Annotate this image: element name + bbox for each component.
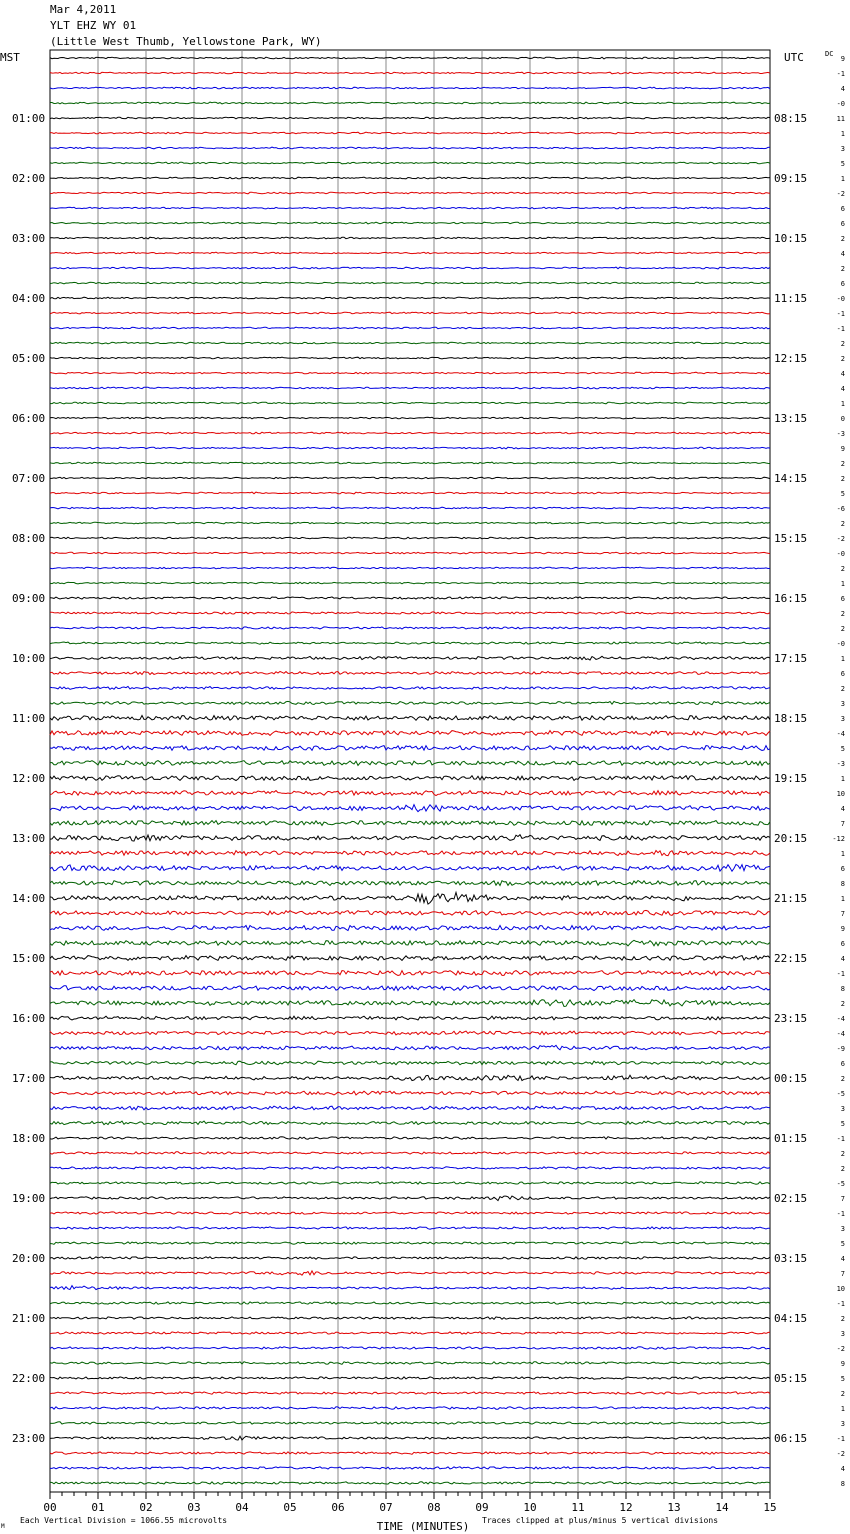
dc-offset-label: -2 <box>836 1450 845 1458</box>
seismic-trace <box>50 567 770 569</box>
dc-offset-label: 6 <box>840 595 845 603</box>
dc-offset-label: 2 <box>840 235 845 243</box>
dc-offset-label: -1 <box>836 325 845 333</box>
dc-offset-label: 2 <box>840 685 845 693</box>
seismic-trace <box>50 881 770 886</box>
station-code: YLT EHZ WY 01 <box>50 19 137 32</box>
utc-hour-label: 08:15 <box>774 112 808 125</box>
utc-hour-label: 10:15 <box>774 232 808 245</box>
dc-offset-label: 6 <box>840 940 845 948</box>
utc-hour-label: 02:15 <box>774 1192 808 1205</box>
dc-offset-label: 7 <box>840 1270 845 1278</box>
utc-hour-label: 18:15 <box>774 712 808 725</box>
dc-offset-label: 2 <box>840 1165 845 1173</box>
seismic-trace <box>50 656 770 660</box>
seismic-trace <box>50 731 770 736</box>
dc-offset-label: -1 <box>836 1135 845 1143</box>
plot-frame <box>50 50 770 1492</box>
clipping-note: Traces clipped at plus/minus 5 vertical divisions <box>482 1516 719 1525</box>
seismic-trace <box>50 1182 770 1184</box>
dc-offset-label: 2 <box>840 1390 845 1398</box>
dc-offset-label: 2 <box>840 1075 845 1083</box>
seismic-trace <box>50 1436 770 1440</box>
mst-hour-label: 05:00 <box>12 352 46 365</box>
seismic-trace <box>50 1362 770 1365</box>
vertical-division-note: Each Vertical Division = 1066.55 microvolts <box>20 1516 228 1525</box>
dc-offset-label: -4 <box>836 730 845 738</box>
dc-offset-label: 8 <box>840 1480 845 1488</box>
seismic-trace <box>50 1347 770 1350</box>
seismic-trace <box>50 1257 770 1259</box>
dc-offset-label: 1 <box>840 775 845 783</box>
seismic-trace <box>50 162 770 164</box>
seismic-trace <box>50 552 770 554</box>
dc-offset-label: 4 <box>840 1465 845 1473</box>
mst-hour-label: 14:00 <box>12 892 46 905</box>
dc-offset-label: 1 <box>840 850 845 858</box>
seismic-trace <box>50 1091 770 1095</box>
seismic-trace <box>50 716 770 721</box>
seismic-trace <box>50 267 770 269</box>
mst-hour-label: 03:00 <box>12 232 46 245</box>
dc-offset-label: 5 <box>840 1120 845 1128</box>
utc-axis-label: UTC <box>784 51 804 64</box>
seismic-trace <box>50 1137 770 1140</box>
utc-hour-label: 11:15 <box>774 292 808 305</box>
dc-offset-label: 2 <box>840 1150 845 1158</box>
dc-offset-label: 3 <box>840 1420 845 1428</box>
seismic-trace <box>50 1061 770 1065</box>
seismic-trace <box>50 971 770 976</box>
dc-offset-label: 3 <box>840 1225 845 1233</box>
seismic-trace <box>50 1106 770 1110</box>
seismic-trace <box>50 642 770 644</box>
dc-offset-label: -4 <box>836 1015 845 1023</box>
dc-offset-label: 5 <box>840 160 845 168</box>
seismic-trace <box>50 327 770 329</box>
dc-offset-label: 8 <box>840 880 845 888</box>
dc-offset-label: 3 <box>840 1330 845 1338</box>
dc-offset-label: -1 <box>836 1300 845 1308</box>
plot-date: Mar 4,2011 <box>50 3 117 16</box>
dc-offset-label: -0 <box>836 295 845 303</box>
seismic-trace <box>50 940 770 946</box>
dc-offset-label: 2 <box>840 340 845 348</box>
dc-offset-label: 9 <box>840 925 845 933</box>
seismic-trace <box>50 1121 770 1125</box>
dc-offset-label: 2 <box>840 625 845 633</box>
mst-hour-label: 21:00 <box>12 1312 46 1325</box>
seismic-trace <box>50 926 770 931</box>
dc-offset-label: 3 <box>840 145 845 153</box>
seismic-trace <box>50 417 770 419</box>
x-tick-label: 12 <box>619 1501 633 1514</box>
seismic-trace <box>50 910 770 915</box>
mst-hour-label: 16:00 <box>12 1012 46 1025</box>
utc-hour-label: 00:15 <box>774 1072 808 1085</box>
seismic-trace <box>50 1467 770 1469</box>
x-axis-title: TIME (MINUTES) <box>376 1520 470 1533</box>
mst-axis-label: MST <box>0 51 20 64</box>
dc-offset-label: -1 <box>836 970 845 978</box>
dc-offset-label: 5 <box>840 1240 845 1248</box>
seismic-trace <box>50 1031 770 1035</box>
seismic-trace <box>50 1332 770 1334</box>
utc-hour-label: 15:15 <box>774 532 808 545</box>
seismic-trace <box>50 821 770 826</box>
utc-hour-label: 12:15 <box>774 352 808 365</box>
seismic-trace <box>50 507 770 509</box>
seismic-trace <box>50 222 770 224</box>
seismic-trace <box>50 1212 770 1214</box>
seismic-trace <box>50 537 770 539</box>
dc-offset-label: 1 <box>840 895 845 903</box>
seismic-trace <box>50 1271 770 1275</box>
dc-offset-label: 3 <box>840 700 845 708</box>
x-tick-label: 07 <box>379 1501 393 1514</box>
dc-offset-label: 6 <box>840 205 845 213</box>
dc-offset-label: 2 <box>840 1000 845 1008</box>
seismic-trace <box>50 1392 770 1394</box>
mst-hour-label: 22:00 <box>12 1372 46 1385</box>
seismic-trace <box>50 1196 770 1201</box>
mst-hour-label: 02:00 <box>12 172 46 185</box>
mst-hour-label: 20:00 <box>12 1252 46 1265</box>
utc-hour-label: 14:15 <box>774 472 808 485</box>
seismic-trace <box>50 372 770 374</box>
dc-offset-label: 1 <box>840 175 845 183</box>
dc-offset-label: 6 <box>840 865 845 873</box>
dc-offset-label: 4 <box>840 385 845 393</box>
seismic-trace <box>50 387 770 389</box>
dc-offset-label: 5 <box>840 1375 845 1383</box>
x-tick-label: 13 <box>667 1501 681 1514</box>
utc-hour-label: 21:15 <box>774 892 808 905</box>
x-tick-label: 03 <box>187 1501 201 1514</box>
seismic-trace <box>50 686 770 689</box>
corner-mark: M <box>1 1523 5 1530</box>
dc-offset-label: -12 <box>832 835 845 843</box>
seismic-trace <box>50 177 770 179</box>
seismic-trace <box>50 192 770 194</box>
utc-hour-label: 13:15 <box>774 412 808 425</box>
seismic-trace <box>50 805 770 812</box>
seismic-trace <box>50 447 770 449</box>
seismic-trace <box>50 297 770 299</box>
seismic-trace <box>50 357 770 359</box>
seismic-trace <box>50 851 770 856</box>
seismic-trace <box>50 1377 770 1379</box>
utc-hour-label: 20:15 <box>774 832 808 845</box>
utc-hour-label: 05:15 <box>774 1372 808 1385</box>
seismic-trace <box>50 402 770 404</box>
dc-offset-label: 2 <box>840 565 845 573</box>
x-tick-label: 05 <box>283 1501 297 1514</box>
dc-offset-label: 3 <box>840 715 845 723</box>
seismic-trace <box>50 57 770 59</box>
dc-offset-label: 3 <box>840 1105 845 1113</box>
dc-offset-label: 2 <box>840 610 845 618</box>
dc-offset-label: 7 <box>840 910 845 918</box>
seismic-trace <box>50 956 770 961</box>
seismic-trace <box>50 1452 770 1455</box>
dc-offset-label: 9 <box>840 445 845 453</box>
seismic-trace <box>50 312 770 314</box>
seismic-trace <box>50 72 770 74</box>
x-tick-label: 15 <box>763 1501 777 1514</box>
mst-hour-label: 01:00 <box>12 112 46 125</box>
seismic-trace <box>50 477 770 479</box>
seismic-trace <box>50 282 770 284</box>
seismic-trace <box>50 1000 770 1007</box>
dc-offset-label: 6 <box>840 670 845 678</box>
dc-offset-label: -0 <box>836 550 845 558</box>
seismic-trace <box>50 207 770 209</box>
mst-hour-label: 10:00 <box>12 652 46 665</box>
x-tick-label: 02 <box>139 1501 153 1514</box>
seismic-trace <box>50 776 770 781</box>
mst-hour-label: 19:00 <box>12 1192 46 1205</box>
seismic-trace <box>50 132 770 134</box>
dc-offset-label: -6 <box>836 505 845 513</box>
seismic-trace <box>50 87 770 89</box>
dc-offset-label: 2 <box>840 475 845 483</box>
seismic-trace <box>50 252 770 254</box>
seismic-trace <box>50 672 770 675</box>
dc-offset-label: -1 <box>836 310 845 318</box>
utc-hour-label: 17:15 <box>774 652 808 665</box>
dc-offset-label: -2 <box>836 535 845 543</box>
dc-offset-label: 10 <box>836 1285 845 1293</box>
seismic-trace <box>50 1227 770 1229</box>
x-tick-label: 04 <box>235 1501 249 1514</box>
dc-offset-label: -1 <box>836 1210 845 1218</box>
dc-offset-label: -9 <box>836 1045 845 1053</box>
dc-offset-label: -1 <box>836 70 845 78</box>
seismic-trace <box>50 342 770 344</box>
x-tick-label: 11 <box>571 1501 585 1514</box>
seismic-trace <box>50 582 770 584</box>
dc-offset-label: 1 <box>840 130 845 138</box>
utc-hour-label: 06:15 <box>774 1432 808 1445</box>
dc-offset-label: 4 <box>840 955 845 963</box>
seismic-trace <box>50 892 770 904</box>
x-tick-label: 14 <box>715 1501 729 1514</box>
mst-hour-label: 09:00 <box>12 592 46 605</box>
mst-hour-label: 11:00 <box>12 712 46 725</box>
seismic-trace <box>50 1407 770 1409</box>
seismic-trace <box>50 462 770 464</box>
dc-offset-label: 4 <box>840 370 845 378</box>
dc-column-label: DC <box>825 50 834 58</box>
dc-offset-label: 1 <box>840 655 845 663</box>
seismic-trace <box>50 1242 770 1245</box>
dc-offset-label: 8 <box>840 985 845 993</box>
seismic-trace <box>50 1016 770 1020</box>
dc-offset-label: 6 <box>840 280 845 288</box>
seismic-trace <box>50 1075 770 1080</box>
seismic-trace <box>50 864 770 871</box>
dc-offset-label: 2 <box>840 460 845 468</box>
dc-offset-label: -0 <box>836 100 845 108</box>
dc-offset-label: 2 <box>840 265 845 273</box>
seismic-trace <box>50 1286 770 1290</box>
mst-hour-label: 08:00 <box>12 532 46 545</box>
mst-hour-label: 15:00 <box>12 952 46 965</box>
mst-hour-label: 18:00 <box>12 1132 46 1145</box>
dc-offset-label: 1 <box>840 400 845 408</box>
dc-offset-label: 1 <box>840 580 845 588</box>
mst-hour-label: 06:00 <box>12 412 46 425</box>
dc-offset-label: -1 <box>836 1435 845 1443</box>
utc-hour-label: 22:15 <box>774 952 808 965</box>
seismic-trace <box>50 117 770 119</box>
seismic-trace <box>50 701 770 704</box>
dc-offset-label: -2 <box>836 190 845 198</box>
seismic-trace <box>50 761 770 766</box>
dc-offset-label: 4 <box>840 85 845 93</box>
mst-hour-label: 13:00 <box>12 832 46 845</box>
utc-hour-label: 16:15 <box>774 592 808 605</box>
seismic-trace <box>50 597 770 599</box>
dc-offset-label: 9 <box>840 1360 845 1368</box>
x-tick-label: 00 <box>43 1501 57 1514</box>
seismic-trace <box>50 1422 770 1424</box>
seismic-trace <box>50 492 770 494</box>
dc-offset-label: -3 <box>836 430 845 438</box>
seismic-trace <box>50 432 770 434</box>
dc-offset-label: 11 <box>836 115 845 123</box>
dc-offset-label: -5 <box>836 1090 845 1098</box>
dc-offset-label: 4 <box>840 250 845 258</box>
dc-offset-label: 7 <box>840 1195 845 1203</box>
x-tick-label: 08 <box>427 1501 441 1514</box>
utc-hour-label: 09:15 <box>774 172 808 185</box>
utc-hour-label: 01:15 <box>774 1132 808 1145</box>
x-tick-label: 01 <box>91 1501 105 1514</box>
seismic-trace <box>50 147 770 149</box>
dc-offset-label: -0 <box>836 640 845 648</box>
dc-offset-label: 5 <box>840 745 845 753</box>
dc-offset-label: 10 <box>836 790 845 798</box>
utc-hour-label: 03:15 <box>774 1252 808 1265</box>
dc-offset-label: -3 <box>836 760 845 768</box>
seismic-trace <box>50 1045 770 1050</box>
seismic-trace <box>50 1317 770 1320</box>
seismic-trace <box>50 237 770 239</box>
dc-offset-label: 2 <box>840 520 845 528</box>
seismic-trace <box>50 986 770 991</box>
dc-offset-label: -2 <box>836 1345 845 1353</box>
x-tick-label: 06 <box>331 1501 345 1514</box>
seismic-trace <box>50 612 770 614</box>
seismic-trace <box>50 522 770 524</box>
dc-offset-label: 4 <box>840 1255 845 1263</box>
mst-hour-label: 04:00 <box>12 292 46 305</box>
dc-offset-label: 2 <box>840 1315 845 1323</box>
x-tick-label: 10 <box>523 1501 537 1514</box>
dc-offset-label: 0 <box>840 415 845 423</box>
dc-offset-label: 2 <box>840 355 845 363</box>
mst-hour-label: 07:00 <box>12 472 46 485</box>
dc-offset-label: 6 <box>840 1060 845 1068</box>
dc-offset-label: 7 <box>840 820 845 828</box>
dc-offset-label: 6 <box>840 220 845 228</box>
mst-hour-label: 23:00 <box>12 1432 46 1445</box>
utc-hour-label: 04:15 <box>774 1312 808 1325</box>
utc-hour-label: 23:15 <box>774 1012 808 1025</box>
dc-offset-label: 1 <box>840 1405 845 1413</box>
utc-hour-label: 19:15 <box>774 772 808 785</box>
x-tick-label: 09 <box>475 1501 489 1514</box>
dc-offset-label: 9 <box>840 55 845 63</box>
seismic-trace <box>50 835 770 841</box>
seismic-trace <box>50 791 770 796</box>
station-location: (Little West Thumb, Yellowstone Park, WY) <box>50 35 322 48</box>
seismic-trace <box>50 102 770 104</box>
seismic-trace <box>50 1167 770 1169</box>
dc-offset-label: -5 <box>836 1180 845 1188</box>
seismic-trace <box>50 1302 770 1305</box>
seismic-trace <box>50 746 770 751</box>
mst-hour-label: 17:00 <box>12 1072 46 1085</box>
seismic-trace <box>50 1152 770 1154</box>
dc-offset-label: 5 <box>840 490 845 498</box>
dc-offset-label: -4 <box>836 1030 845 1038</box>
seismic-trace <box>50 627 770 629</box>
dc-offset-label: 4 <box>840 805 845 813</box>
seismic-trace <box>50 1482 770 1484</box>
mst-hour-label: 12:00 <box>12 772 46 785</box>
